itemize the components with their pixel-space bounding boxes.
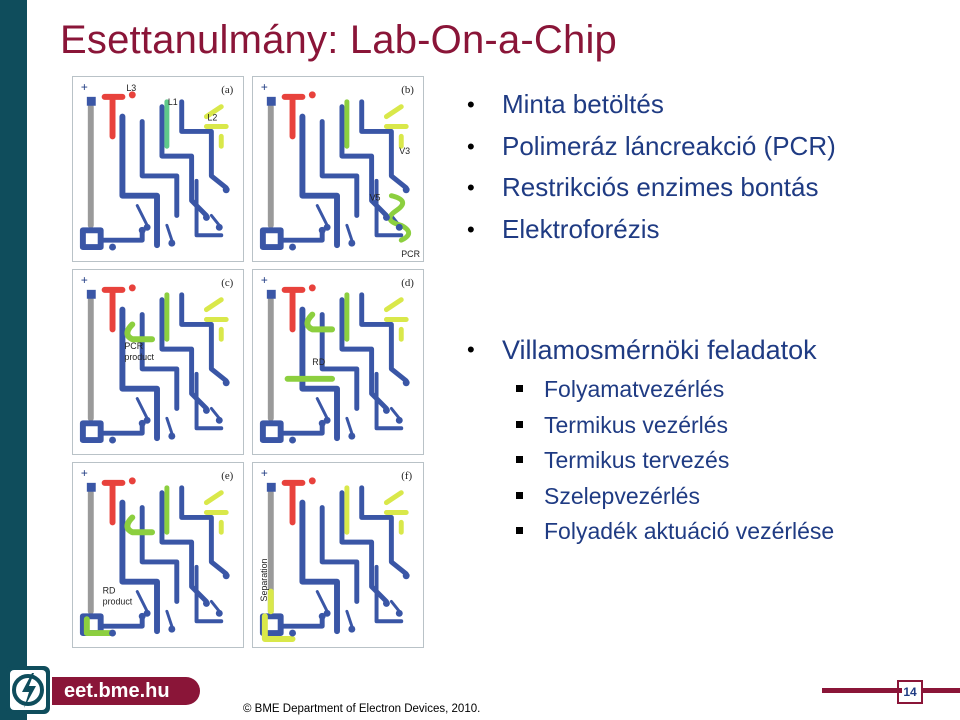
plus-label: + bbox=[260, 272, 268, 287]
plus-label: + bbox=[80, 272, 88, 287]
panel-text-label: L3 bbox=[126, 82, 137, 93]
sub-bullet-item: Folyamatvezérlés bbox=[514, 372, 834, 408]
page-number: 14 bbox=[897, 680, 923, 704]
panel-text-label: product bbox=[124, 352, 155, 363]
left-accent-bar bbox=[0, 0, 27, 720]
panel-text-label: PCR bbox=[124, 341, 144, 352]
footer-line bbox=[822, 688, 902, 693]
lab-on-chip-figure bbox=[72, 76, 424, 648]
panel-id-label: (c) bbox=[221, 276, 234, 289]
chip-panel bbox=[72, 76, 244, 262]
plus-label: + bbox=[80, 79, 88, 94]
panel-id-label: (b) bbox=[401, 83, 414, 96]
panel-text-label: RD bbox=[312, 356, 326, 367]
panel-id-label: (a) bbox=[221, 83, 234, 96]
bolt-logo-icon bbox=[4, 664, 52, 716]
panel-text-label: V3 bbox=[399, 146, 411, 157]
plus-label: + bbox=[260, 465, 268, 480]
panel-id-label: (e) bbox=[221, 469, 234, 482]
panel-text-label: V5 bbox=[369, 192, 381, 203]
slide-title: Esettanulmány: Lab-On-a-Chip bbox=[60, 18, 617, 62]
sub-bullet-item: Szelepvezérlés bbox=[514, 479, 834, 515]
panel-text-label: L2 bbox=[207, 112, 218, 123]
chip-panel bbox=[252, 269, 424, 455]
subtask-list bbox=[514, 372, 834, 550]
sub-bullet-item: Folyadék aktuáció vezérlése bbox=[514, 514, 834, 550]
panel-text-label: L1 bbox=[167, 96, 178, 107]
chip-panel bbox=[72, 269, 244, 455]
sub-bullet-item: Termikus vezérlés bbox=[514, 408, 834, 444]
panel-id-label: (d) bbox=[401, 276, 414, 289]
bullet-item: • Polimeráz láncreakció (PCR) bbox=[467, 130, 836, 161]
chip-panel bbox=[252, 462, 424, 648]
copyright-text: © BME Department of Electron Devices, 2010. bbox=[243, 703, 481, 715]
panel-text-label: RD bbox=[102, 585, 116, 596]
site-link[interactable]: eet.bme.hu bbox=[64, 680, 170, 702]
footer-line bbox=[922, 688, 960, 693]
panel-text-label: Separation bbox=[258, 558, 269, 602]
sub-bullet-item: Termikus tervezés bbox=[514, 443, 834, 479]
plus-label: + bbox=[260, 79, 268, 94]
bullet-item: • Minta betöltés bbox=[467, 89, 664, 119]
panel-text-label: product bbox=[102, 596, 133, 607]
chip-panel bbox=[252, 76, 424, 262]
process-steps-list bbox=[464, 84, 836, 250]
bullet-item: • Villamosmérnöki feladatok bbox=[467, 335, 817, 365]
bullet-item: • Elektroforézis bbox=[467, 213, 660, 244]
panel-text-label: PCR bbox=[401, 248, 421, 259]
chip-panel bbox=[72, 462, 244, 648]
bullet-item: • Restrikciós enzimes bontás bbox=[467, 172, 819, 202]
tasks-list bbox=[464, 330, 817, 370]
panel-id-label: (f) bbox=[401, 469, 413, 482]
plus-label: + bbox=[80, 465, 88, 480]
